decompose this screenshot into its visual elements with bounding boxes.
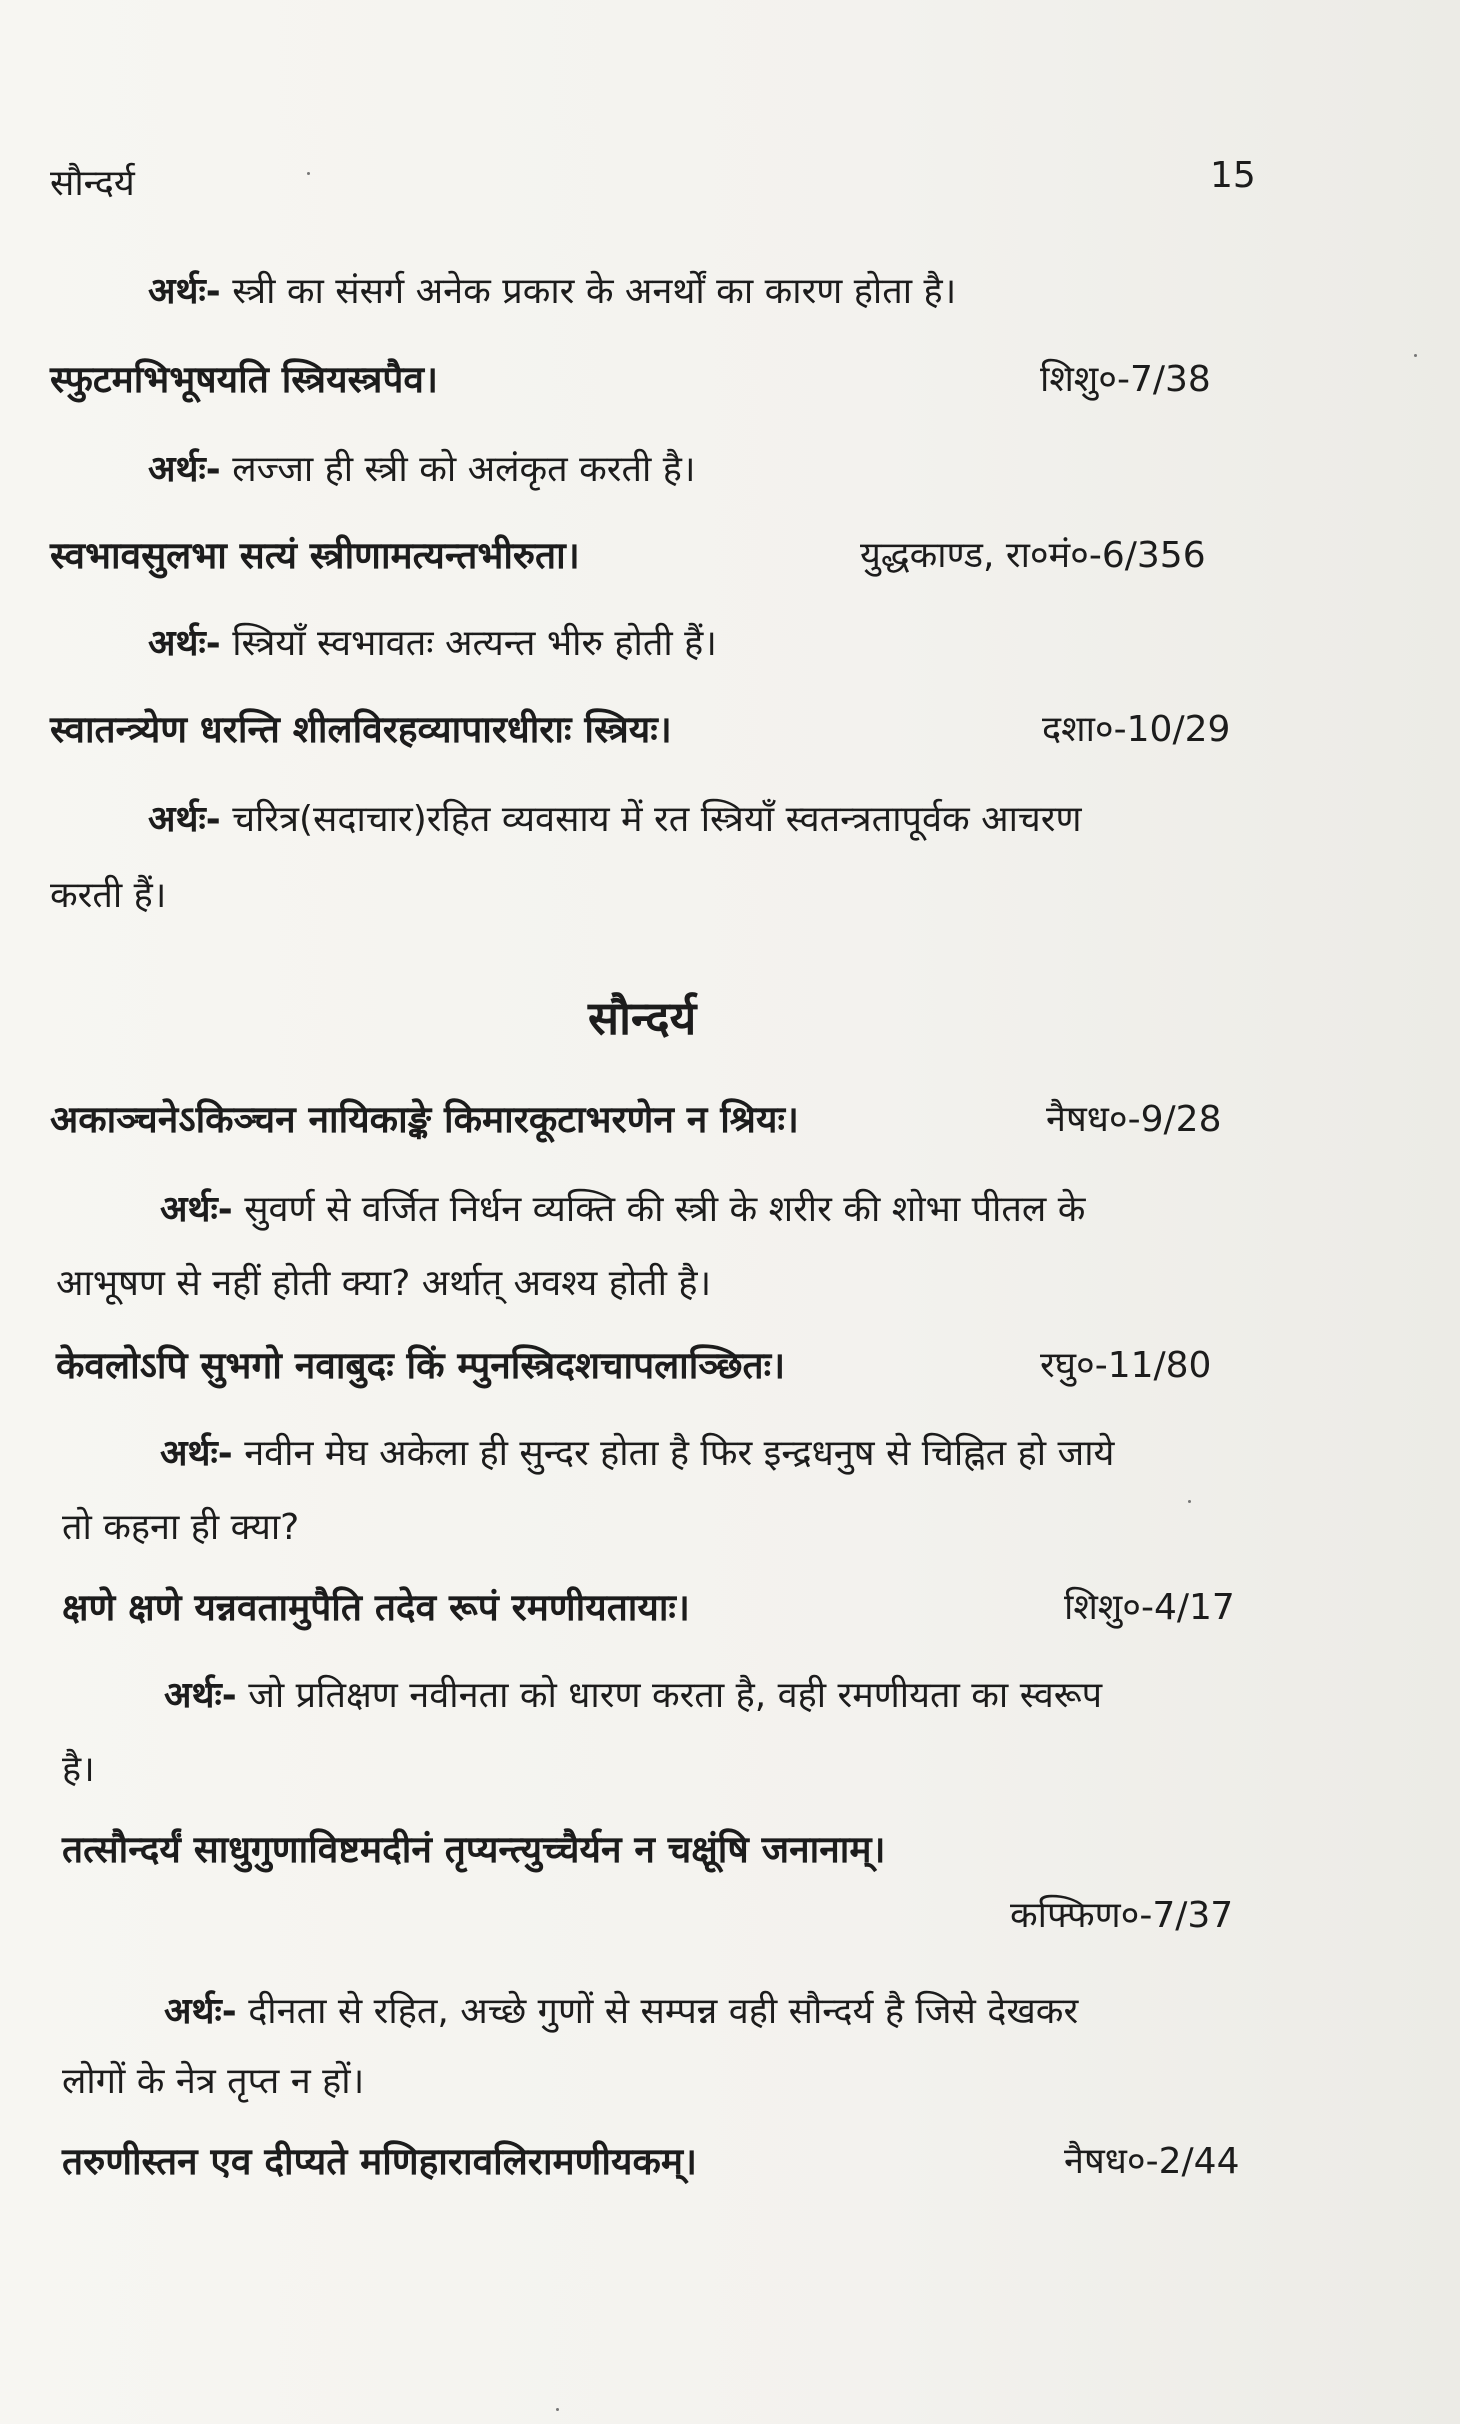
arth-label: अर्थः-: [164, 1675, 237, 1716]
meaning-text: सुवर्ण से वर्जित निर्धन व्यक्ति की स्त्री के शरीर की शोभा पीतल के: [244, 1189, 1086, 1230]
verse-reference: नैषध०-2/44: [1064, 2141, 1240, 2182]
meaning-text: नवीन मेघ अकेला ही सुन्दर होता है फिर इन्द्रधनुष से चिह्नित हो जाये: [244, 1433, 1115, 1474]
arth-label: अर्थः-: [160, 1189, 233, 1230]
section-heading: सौन्दर्य: [588, 991, 697, 1045]
meaning-line-continued: तो कहना ही क्या?: [62, 1507, 300, 1548]
meaning-line: [148, 446, 696, 494]
scan-speck: [1414, 354, 1417, 357]
sanskrit-verse: तत्सौन्दर्यं साधुगुणाविष्टमदीनं तृप्यन्त्युच्चैर्यन न चक्षूंषि जनानाम्।: [62, 1828, 886, 1871]
arth-label: अर्थः-: [148, 623, 221, 664]
meaning-line: [160, 1186, 1085, 1234]
page-number: 15: [1210, 155, 1256, 196]
meaning-line-continued: लोगों के नेत्र तृप्त न हों।: [62, 2061, 365, 2102]
meaning-text: जो प्रतिक्षण नवीनता को धारण करता है, वही रमणीयता का स्वरूप: [248, 1675, 1103, 1716]
scan-speck: [556, 2408, 559, 2411]
meaning-text: स्त्री का संसर्ग अनेक प्रकार के अनर्थों का कारण होता है।: [232, 271, 957, 312]
sanskrit-verse: स्फुटमभिभूषयति स्त्रियस्त्रपैव।: [50, 358, 438, 401]
scan-speck: [307, 172, 310, 175]
arth-label: अर्थः-: [148, 449, 221, 490]
meaning-line-continued: आभूषण से नहीं होती क्या? अर्थात् अवश्य होती है।: [56, 1263, 712, 1304]
running-title: सौन्दर्य: [50, 163, 135, 204]
meaning-text: लज्जा ही स्त्री को अलंकृत करती है।: [232, 449, 696, 490]
sanskrit-verse: क्षणे क्षणे यन्नवतामुपैति तदेव रूपं रमणीयतायाः।: [62, 1586, 690, 1629]
verse-reference: रघु०-11/80: [1040, 1345, 1212, 1386]
verse-reference: कफ्फिण०-7/37: [1010, 1895, 1234, 1936]
verse-reference: नैषध०-9/28: [1046, 1099, 1222, 1140]
meaning-line: [148, 620, 717, 668]
meaning-line: [148, 268, 956, 316]
arth-label: अर्थः-: [164, 1991, 237, 2032]
meaning-text: दीनता से रहित, अच्छे गुणों से सम्पन्न वही सौन्दर्य है जिसे देखकर: [248, 1991, 1079, 2032]
scan-speck: [1188, 1500, 1191, 1503]
meaning-line-continued: है।: [62, 1749, 95, 1790]
arth-label: अर्थः-: [160, 1433, 233, 1474]
meaning-line-continued: करती हैं।: [50, 875, 167, 916]
arth-label: अर्थः-: [148, 271, 221, 312]
meaning-line: [160, 1430, 1114, 1478]
verse-reference: युद्धकाण्ड, रा०मं०-6/356: [860, 535, 1206, 576]
sanskrit-verse: तरुणीस्तन एव दीप्यते मणिहारावलिरामणीयकम्।: [62, 2140, 698, 2183]
meaning-text: चरित्र(सदाचार)रहित व्यवसाय में रत स्त्रियाँ स्वतन्त्रतापूर्वक आचरण: [232, 799, 1082, 840]
sanskrit-verse: स्वभावसुलभा सत्यं स्त्रीणामत्यन्तभीरुता।: [50, 534, 580, 577]
verse-reference: शिशु०-4/17: [1064, 1587, 1235, 1628]
sanskrit-verse: स्वातन्त्र्येण धरन्ति शीलविरहव्यापारधीराः स्त्रियः।: [50, 708, 672, 751]
meaning-line: [164, 1988, 1078, 2036]
sanskrit-verse: केवलोऽपि सुभगो नवाबुदः किं म्पुनस्त्रिदशचापलाञ्छितः।: [56, 1344, 786, 1387]
arth-label: अर्थः-: [148, 799, 221, 840]
meaning-text: स्त्रियाँ स्वभावतः अत्यन्त भीरु होती हैं।: [232, 623, 717, 664]
meaning-line: [164, 1672, 1102, 1720]
sanskrit-verse: अकाञ्चनेऽकिञ्चन नायिकाङ्के किमारकूटाभरणेन न श्रियः।: [50, 1098, 799, 1141]
verse-reference: शिशु०-7/38: [1040, 359, 1211, 400]
meaning-line: [148, 796, 1081, 844]
verse-reference: दशा०-10/29: [1042, 709, 1231, 750]
